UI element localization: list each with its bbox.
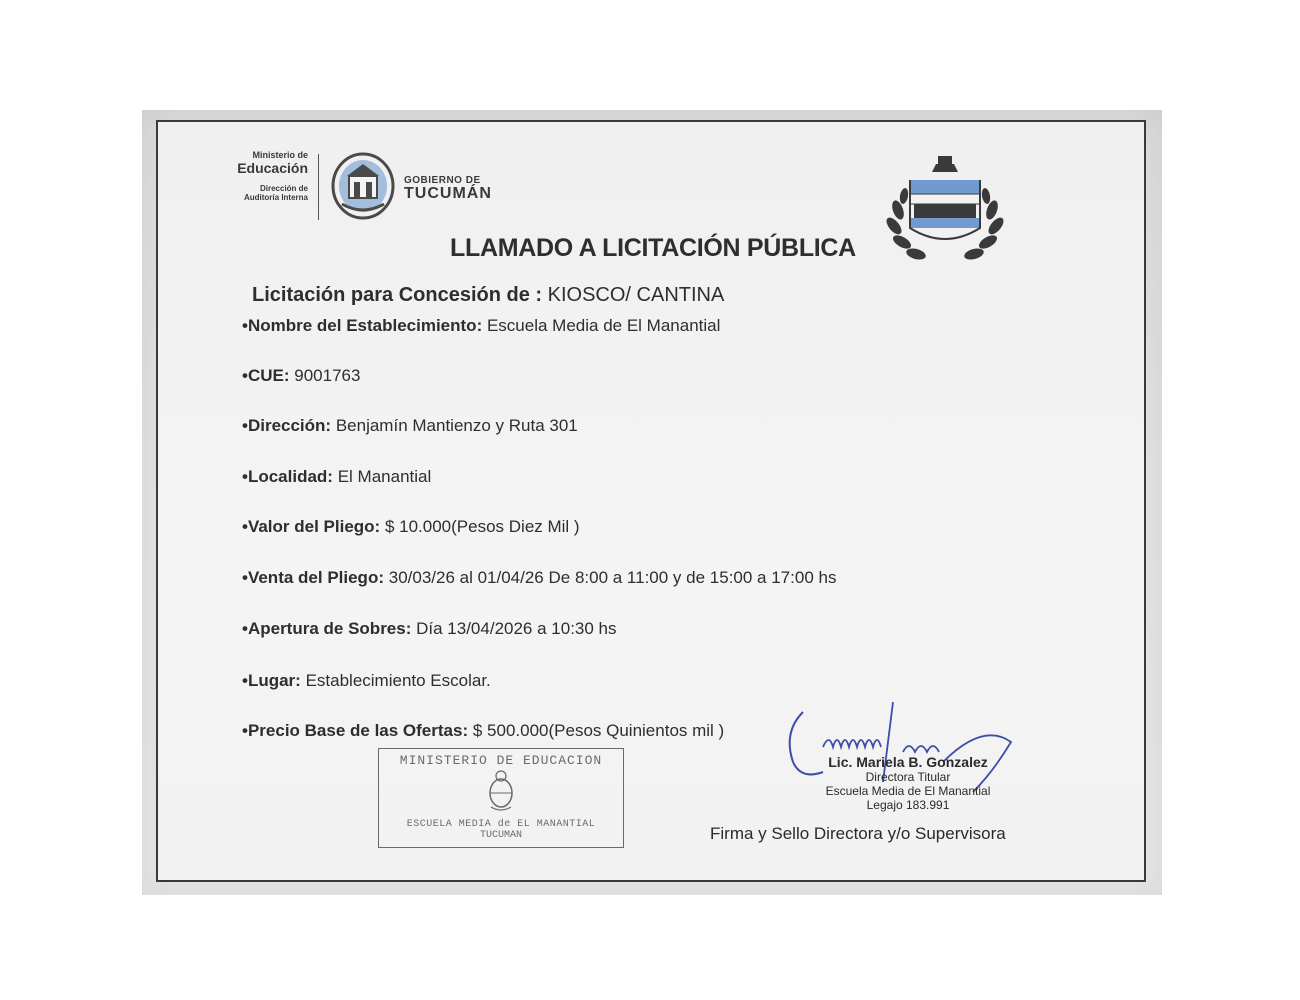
signatory-role: Directora Titular [865, 770, 951, 784]
signatory-stamp [778, 754, 1038, 812]
gov-line1: GOBIERNO DE [404, 175, 481, 186]
ministry-sub1: Dirección de [259, 184, 308, 193]
detail-tender-price: •Valor del Pliego: $ 10.000(Pesos Diez Mil ) [242, 517, 580, 536]
gobierno-logo [404, 174, 492, 200]
signatory-school: Escuela Media de El Manantial [825, 784, 991, 798]
gov-line2: TUCUMÁN [404, 185, 492, 202]
ministry-line1: Ministerio de [252, 150, 308, 160]
stamp-bottom-text: ESCUELA MEDIA de EL MANANTIAL [406, 819, 596, 830]
concession-label: Licitación para Concesión de : [252, 284, 543, 306]
detail-base-price: •Precio Base de las Ofertas: $ 500.000(Pesos Quinientos mil ) [242, 721, 725, 740]
concession-value: KIOSCO/ CANTINA [547, 284, 725, 306]
document-photo [142, 110, 1162, 895]
detail-place: •Lugar: Establecimiento Escolar. [242, 671, 491, 690]
ministry-logo [198, 150, 308, 202]
stamp-top-text: MINISTERIO DE EDUCACION [399, 753, 603, 768]
notice-title: LLAMADO A LICITACIÓN PÚBLICA [450, 234, 856, 262]
detail-address: •Dirección: Benjamín Mantienzo y Ruta 301 [242, 416, 578, 435]
signatory-name: Lic. Mariela B. Gonzalez [828, 754, 988, 770]
concession-line [252, 284, 724, 307]
detail-locality: •Localidad: El Manantial [242, 467, 432, 486]
stamp-city-text: TUCUMAN [479, 830, 522, 841]
ministry-line2: Educación [237, 160, 308, 176]
logo-divider [318, 154, 319, 220]
tucuman-seal-icon [330, 152, 396, 222]
detail-cue: •CUE: 9001763 [242, 366, 361, 385]
notice-card [156, 120, 1146, 882]
ministry-sub2: Auditoría Interna [243, 193, 308, 202]
detail-establishment: •Nombre del Establecimiento: Escuela Media de El Manantial [242, 316, 721, 335]
detail-tender-sale: •Venta del Pliego: 30/03/26 al 01/04/26 De 8:00 a 11:00 y de 15:00 a 17:00 hs [242, 568, 837, 587]
signature-caption: Firma y Sello Directora y/o Supervisora [710, 824, 1006, 843]
detail-opening: •Apertura de Sobres: Día 13/04/2026 a 10:30 hs [242, 619, 617, 638]
signatory-legajo: Legajo 183.991 [866, 798, 950, 812]
school-stamp [378, 748, 624, 848]
national-emblem-icon [485, 769, 517, 813]
